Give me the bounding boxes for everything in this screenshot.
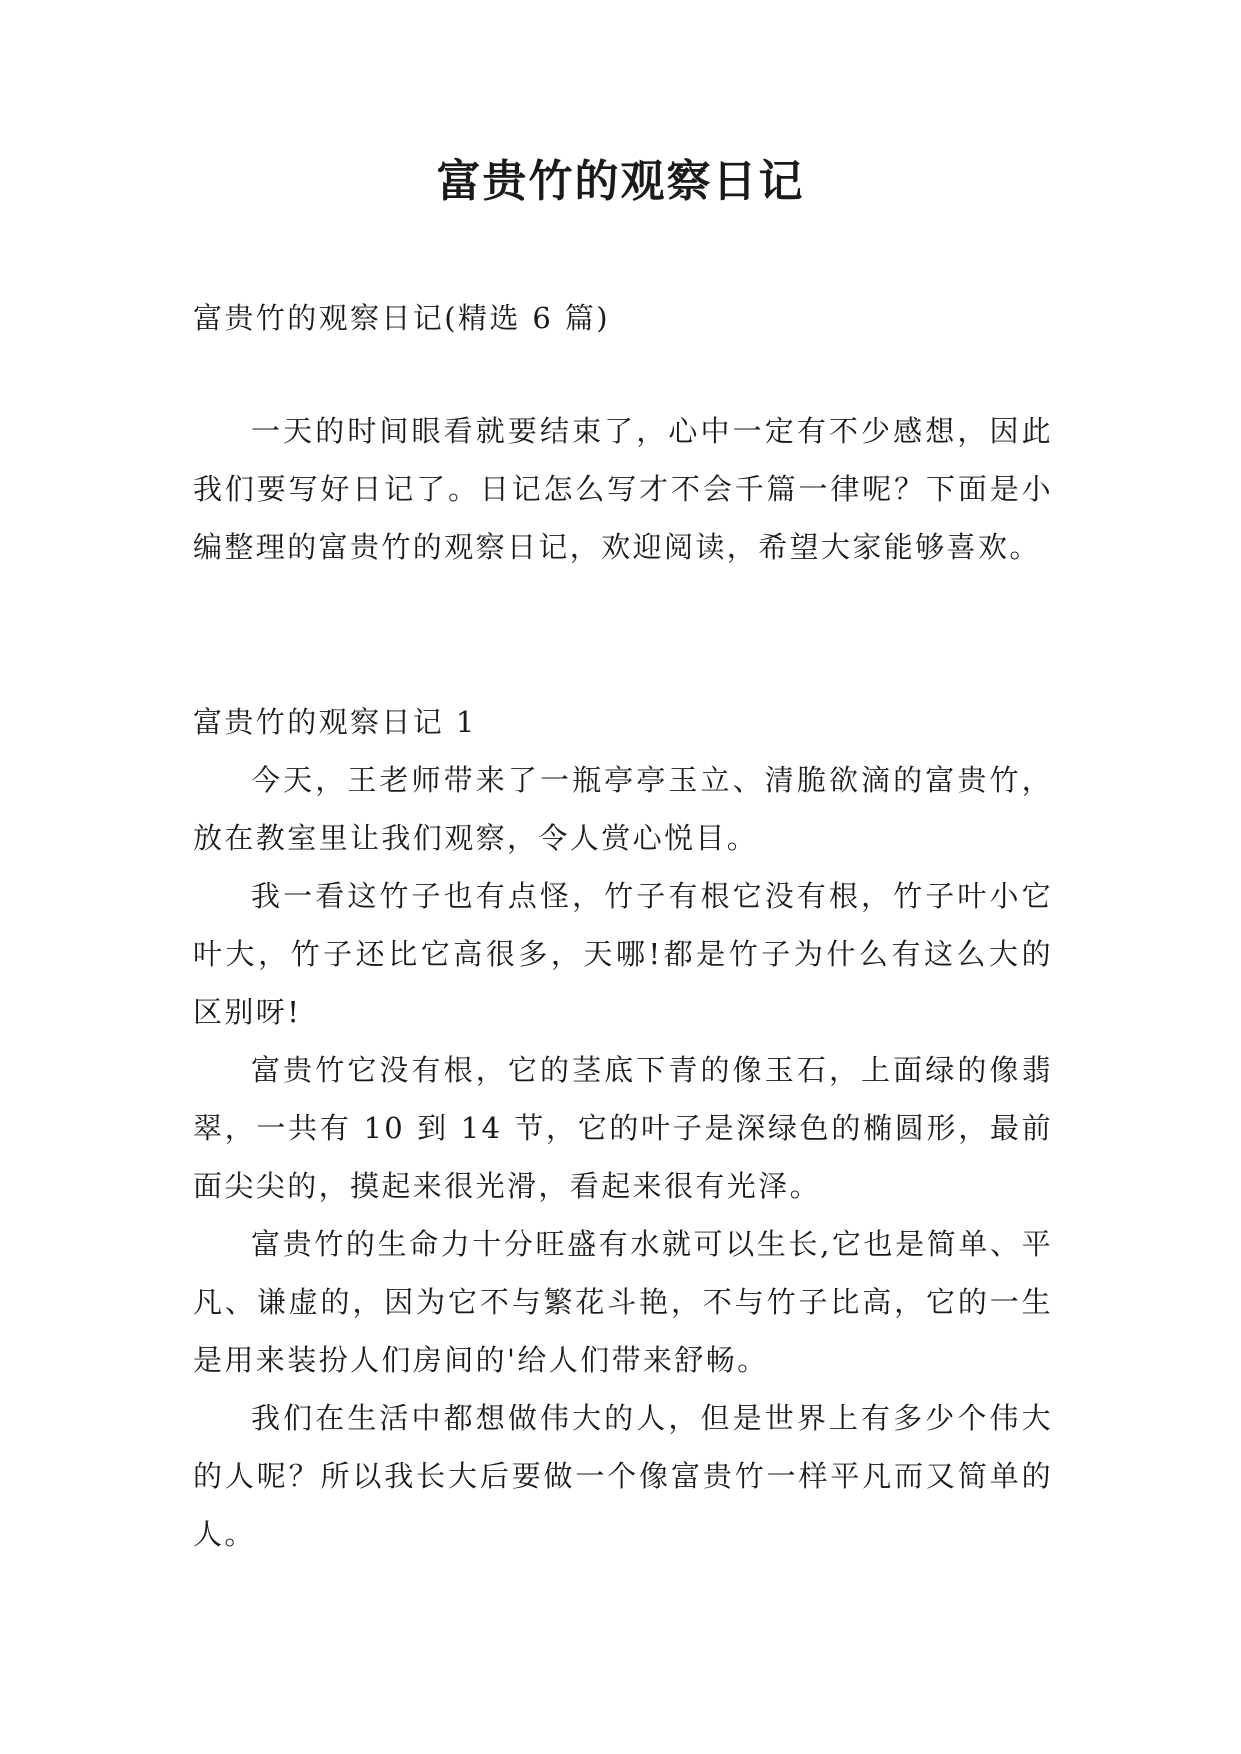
intro-paragraph: 一天的时间眼看就要结束了，心中一定有不少感想，因此我们要写好日记了。日记怎么写才不会千篇一律呢？下面是小编整理的富贵竹的观察日记，欢迎阅读，希望大家能够喜欢。	[193, 414, 1053, 564]
document-title: 富贵竹的观察日记	[436, 156, 805, 207]
section-heading: 富贵竹的观察日记 1	[193, 705, 477, 739]
paragraph: 我一看这竹子也有点怪，竹子有根它没有根，竹子叶小它叶大，竹子还比它高很多，天哪!都是竹子为什么有这么大的区别呀!	[193, 879, 1053, 1029]
paragraph: 富贵竹的生命力十分旺盛有水就可以生长,它也是简单、平凡、谦虚的，因为它不与繁花斗艳，不与竹子比高，它的一生是用来装扮人们房间的'给人们带来舒畅。	[193, 1227, 1053, 1377]
paragraph: 富贵竹它没有根，它的茎底下青的像玉石，上面绿的像翡翠，一共有 10 到 14 节，它的叶子是深绿色的椭圆形，最前面尖尖的，摸起来很光滑，看起来很有光泽。	[193, 1053, 1053, 1203]
diary-section-1	[193, 693, 1053, 1563]
document-subtitle: 富贵竹的观察日记(精选 6 篇)	[193, 301, 610, 335]
paragraph: 今天，王老师带来了一瓶亭亭玉立、清脆欲滴的富贵竹，放在教室里让我们观察，令人赏心悦目。	[193, 763, 1053, 855]
paragraph: 我们在生活中都想做伟大的人，但是世界上有多少个伟大的人呢？所以我长大后要做一个像富贵竹一样平凡而又简单的人。	[193, 1401, 1053, 1551]
